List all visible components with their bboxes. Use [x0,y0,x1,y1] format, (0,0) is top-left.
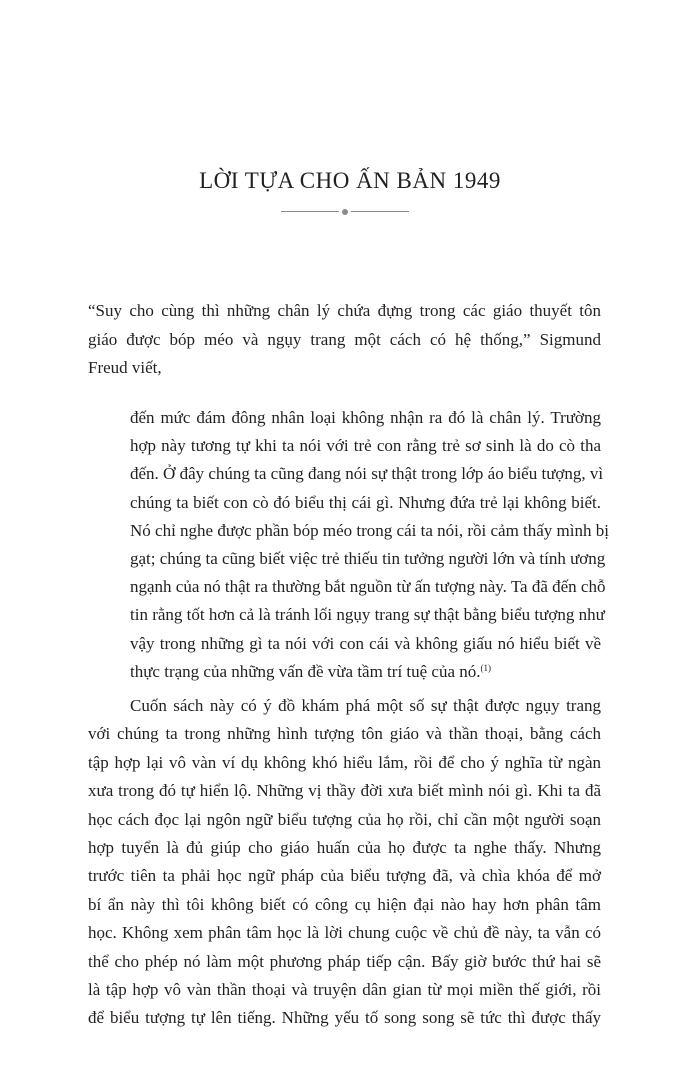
text-line: Freud viết, [88,358,162,377]
text-line: Nó chỉ nghe được phần bóp méo trong cái ta nói, rồi cảm thấy mình bị [130,520,609,540]
chapter-title: LỜI TỰA CHO ẤN BẢN 1949 [199,168,501,193]
title-divider-ornament [281,207,409,217]
divider-dot [342,209,348,215]
text-line: ngạnh của nó thật ra thường bắt nguồn từ ấn tượng này. Ta đã đến chỗ [130,577,606,597]
freud-block-quote [130,404,609,686]
text-line: với chúng ta trong những hình tượng tôn giáo và thần thoại, bằng cách [88,724,601,744]
text-line: gạt; chúng ta cũng biết việc trẻ thiếu tin tưởng người lớn và tính ương [130,549,606,569]
text-line: trước tiên ta phải học ngữ pháp của biểu tượng đã, và chìa khóa để mở [88,866,601,886]
text-line: thực trạng của những vấn đề vừa tầm trí tuệ của nó. [130,661,481,681]
text-line: “Suy cho cùng thì những chân lý chứa đựng trong các giáo thuyết tôn [88,301,601,320]
text-line: đến. Ở đây chúng ta cũng đang nói sự thật trong lớp áo biểu tượng, vì [130,464,604,484]
text-line: là tập hợp vô vàn thần thoại và truyện dân gian từ mọi miền thế giới, rồi [88,980,601,1000]
divider-line-left [281,211,339,212]
text-line: học. Không xem phân tâm học là lời chung cuộc về chủ đề này, ta vẫn có [88,923,601,943]
text-line: tin rằng tốt hơn cả là tránh lối ngụy trang sự thật bằng biểu tượng như [130,605,605,625]
footnote-marker[interactable]: (1) [480,662,492,673]
text-line: để biểu tượng tự lên tiếng. Những yếu tố song song sẽ tức thì được thấy [88,1008,601,1028]
text-line: học cách đọc lại ngôn ngữ biểu tượng của họ rồi, chỉ cần một người soạn [88,809,601,829]
body-paragraph [88,692,601,1033]
text-line: vậy trong những gì ta nói với con cái và không giấu nó hiểu biết về [130,633,601,653]
divider-line-right [351,211,409,212]
text-line: tập hợp lại vô vàn ví dụ không khó hiểu lắm, rồi để cho ý nghĩa từ ngàn [88,752,601,772]
intro-paragraph [88,297,601,383]
text-line: đến mức đám đông nhân loại không nhận ra đó là chân lý. Trường [130,408,601,427]
text-line: hợp này tương tự khi ta nói với trẻ con rằng trẻ sơ sinh là do cò tha [130,436,601,456]
text-line: Cuốn sách này có ý đồ khám phá một số sự thật được ngụy trang [130,696,601,715]
text-line: giáo được bóp méo và ngụy trang một cách có hệ thống,” Sigmund [88,329,601,349]
text-line-with-footnote [130,658,601,686]
text-line: chúng ta biết con cò đó biểu thị cái gì. Nhưng đứa trẻ lại không biết. [130,492,601,512]
text-line: bí ẩn này thì tôi không biết có công cụ hiện đại nào hay hơn phân tâm [88,894,601,914]
text-line: thể cho phép nó làm một phương pháp tiếp cận. Bấy giờ bước thứ hai sẽ [88,951,601,971]
text-line: hợp tuyển là đủ giúp cho giáo huấn của họ được ta nghe thấy. Nhưng [88,838,601,858]
text-line: xưa trong đó tự hiển lộ. Những vị thầy đời xưa biết mình nói gì. Khi ta đã [88,781,601,801]
